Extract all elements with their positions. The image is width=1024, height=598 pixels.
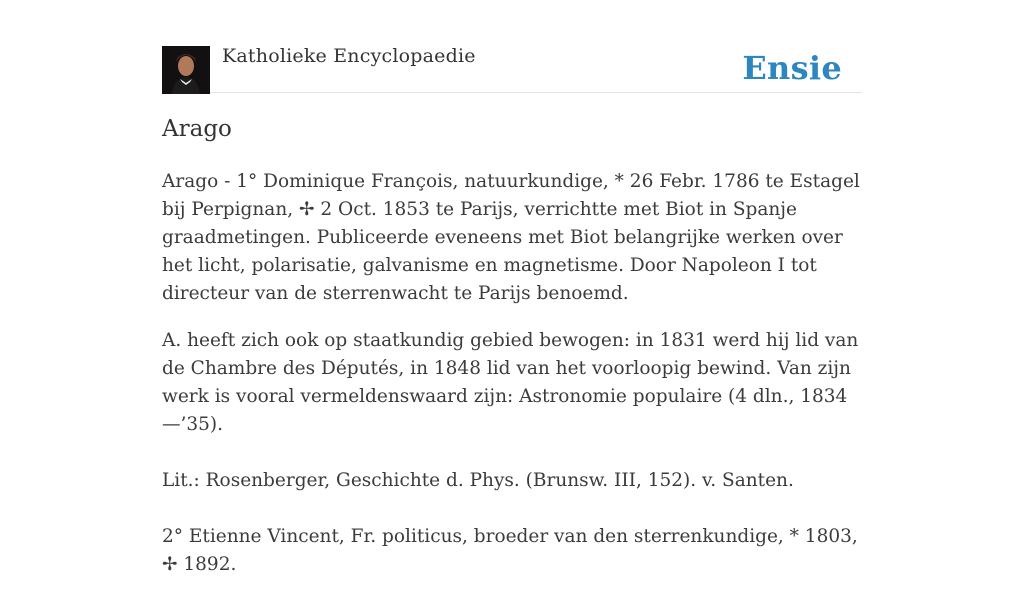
paragraph: A. heeft zich ook op staatkundig gebied bewogen: in 1831 werd hij lid van de Chambre des Députés, in 1848 lid van het voorloopig bewind. Van zijn werk is vooral vermeldenswaard zijn: Astronomie populaire (4 dln., 1834—’35). xyxy=(162,330,859,435)
paragraph: Lit.: Rosenberger, Geschichte d. Phys. (Brunsw. III, 152). v. Santen. xyxy=(162,470,794,491)
source-name[interactable]: Katholieke Encyclopaedie xyxy=(222,45,476,67)
article-body xyxy=(162,168,862,598)
page-title: Arago xyxy=(162,116,232,142)
site-header xyxy=(162,0,862,93)
portrait-image xyxy=(162,46,210,94)
paragraph: 2° Etienne Vincent, Fr. politicus, broeder van den sterrenkundige, * 1803, ✢ 1892. xyxy=(162,526,858,575)
page xyxy=(162,0,862,575)
brand-logo[interactable]: Ensie xyxy=(742,49,842,87)
portrait-avatar-icon[interactable] xyxy=(162,46,210,94)
paragraph: Arago - 1° Dominique François, natuurkundige, * 26 Febr. 1786 te Estagel bij Perpignan, ✢ 2 Oct. 1853 te Parijs, verrichtte met Biot in Spanje graadmetingen. Publiceerde eveneens met Biot belangrijke werken over het licht, polarisatie, galvanisme en magnetisme. Door Napoleon I tot directeur van de sterrenwacht te Parijs benoemd. xyxy=(162,171,860,304)
